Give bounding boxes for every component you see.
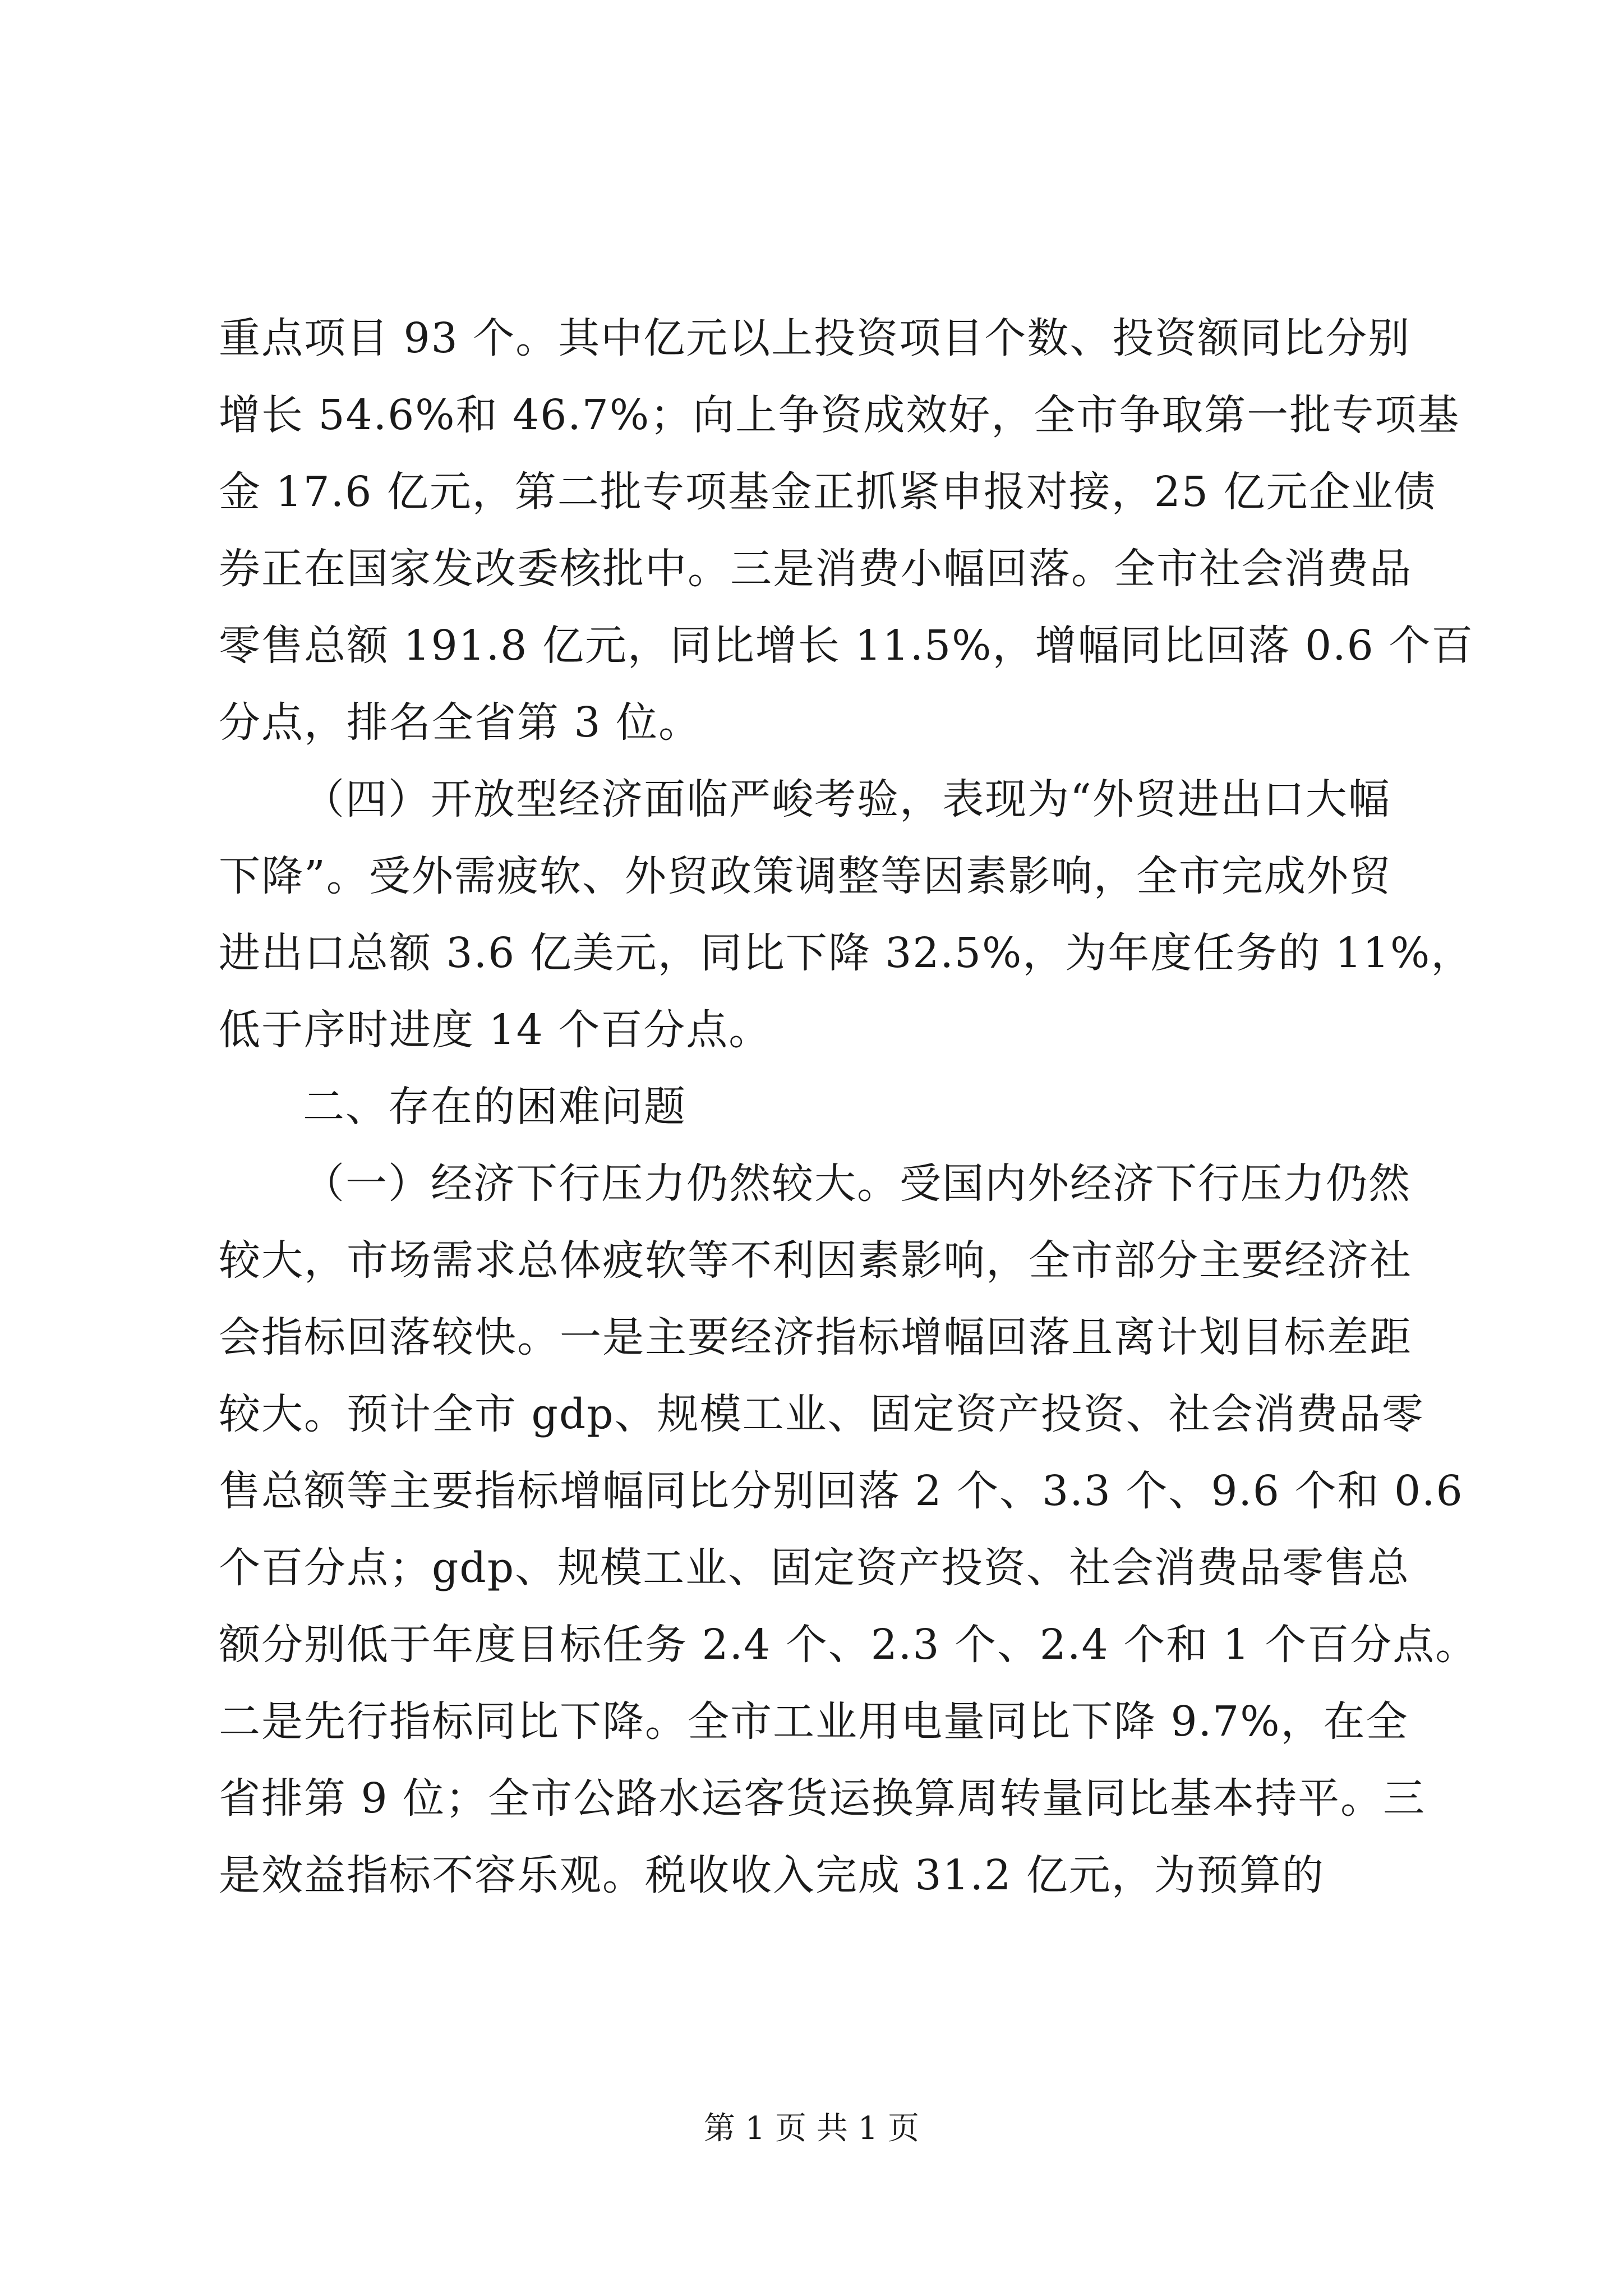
paragraph-first-line: （一）经济下行压力仍然较大。受国内外经济下行压力仍然: [303, 1159, 1411, 1208]
page-footer: [0, 2109, 1623, 2148]
text-line: 是效益指标不容乐观。税收收入完成 31.2 亿元，为预算的: [219, 1851, 1325, 1899]
text-line: 增长 54.6%和 46.7%；向上争资成效好，全市争取第一批专项基: [219, 391, 1460, 439]
text-line: 零售总额 191.8 亿元，同比增长 11.5%，增幅同比回落 0.6 个百: [219, 622, 1474, 670]
section-heading: 二、存在的困难问题: [303, 1083, 686, 1131]
text-line: 个百分点；gdp、规模工业、固定资产投资、社会消费品零售总: [219, 1544, 1410, 1592]
text-line: 重点项目 93 个。其中亿元以上投资项目个数、投资额同比分别: [219, 314, 1411, 362]
text-line: 省排第 9 位；全市公路水运客货运换算周转量同比基本持平。三: [219, 1774, 1426, 1823]
text-line: 下降”。受外需疲软、外贸政策调整等因素影响，全市完成外贸: [219, 852, 1392, 900]
text-line: 额分别低于年度目标任务 2.4 个、2.3 个、2.4 个和 1 个百分点。: [219, 1621, 1478, 1669]
text-line: 较大，市场需求总体疲软等不利因素影响，全市部分主要经济社: [219, 1236, 1412, 1285]
text-line: 会指标回落较快。一是主要经济指标增幅回落且离计划目标差距: [219, 1313, 1412, 1361]
text-line: 分点，排名全省第 3 位。: [219, 698, 702, 747]
text-line: 券正在国家发改委核批中。三是消费小幅回落。全市社会消费品: [219, 545, 1412, 593]
paragraph-first-line: （四）开放型经济面临严峻考验，表现为“外贸进出口大幅: [303, 775, 1391, 823]
text-line: 金 17.6 亿元，第二批专项基金正抓紧申报对接，25 亿元企业债: [219, 468, 1437, 516]
text-line: 低于序时进度 14 个百分点。: [219, 1006, 772, 1054]
text-line: 二是先行指标同比下降。全市工业用电量同比下降 9.7%，在全: [219, 1697, 1409, 1746]
page-number-label: 第 1 页 共 1 页: [703, 2110, 920, 2147]
text-line: 售总额等主要指标增幅同比分别回落 2 个、3.3 个、9.6 个和 0.6: [219, 1467, 1464, 1515]
text-line: 较大。预计全市 gdp、规模工业、固定资产投资、社会消费品零: [219, 1390, 1424, 1438]
document-body: [219, 300, 1478, 1914]
text-line: 进出口总额 3.6 亿美元，同比下降 32.5%，为年度任务的 11%，: [219, 929, 1474, 977]
